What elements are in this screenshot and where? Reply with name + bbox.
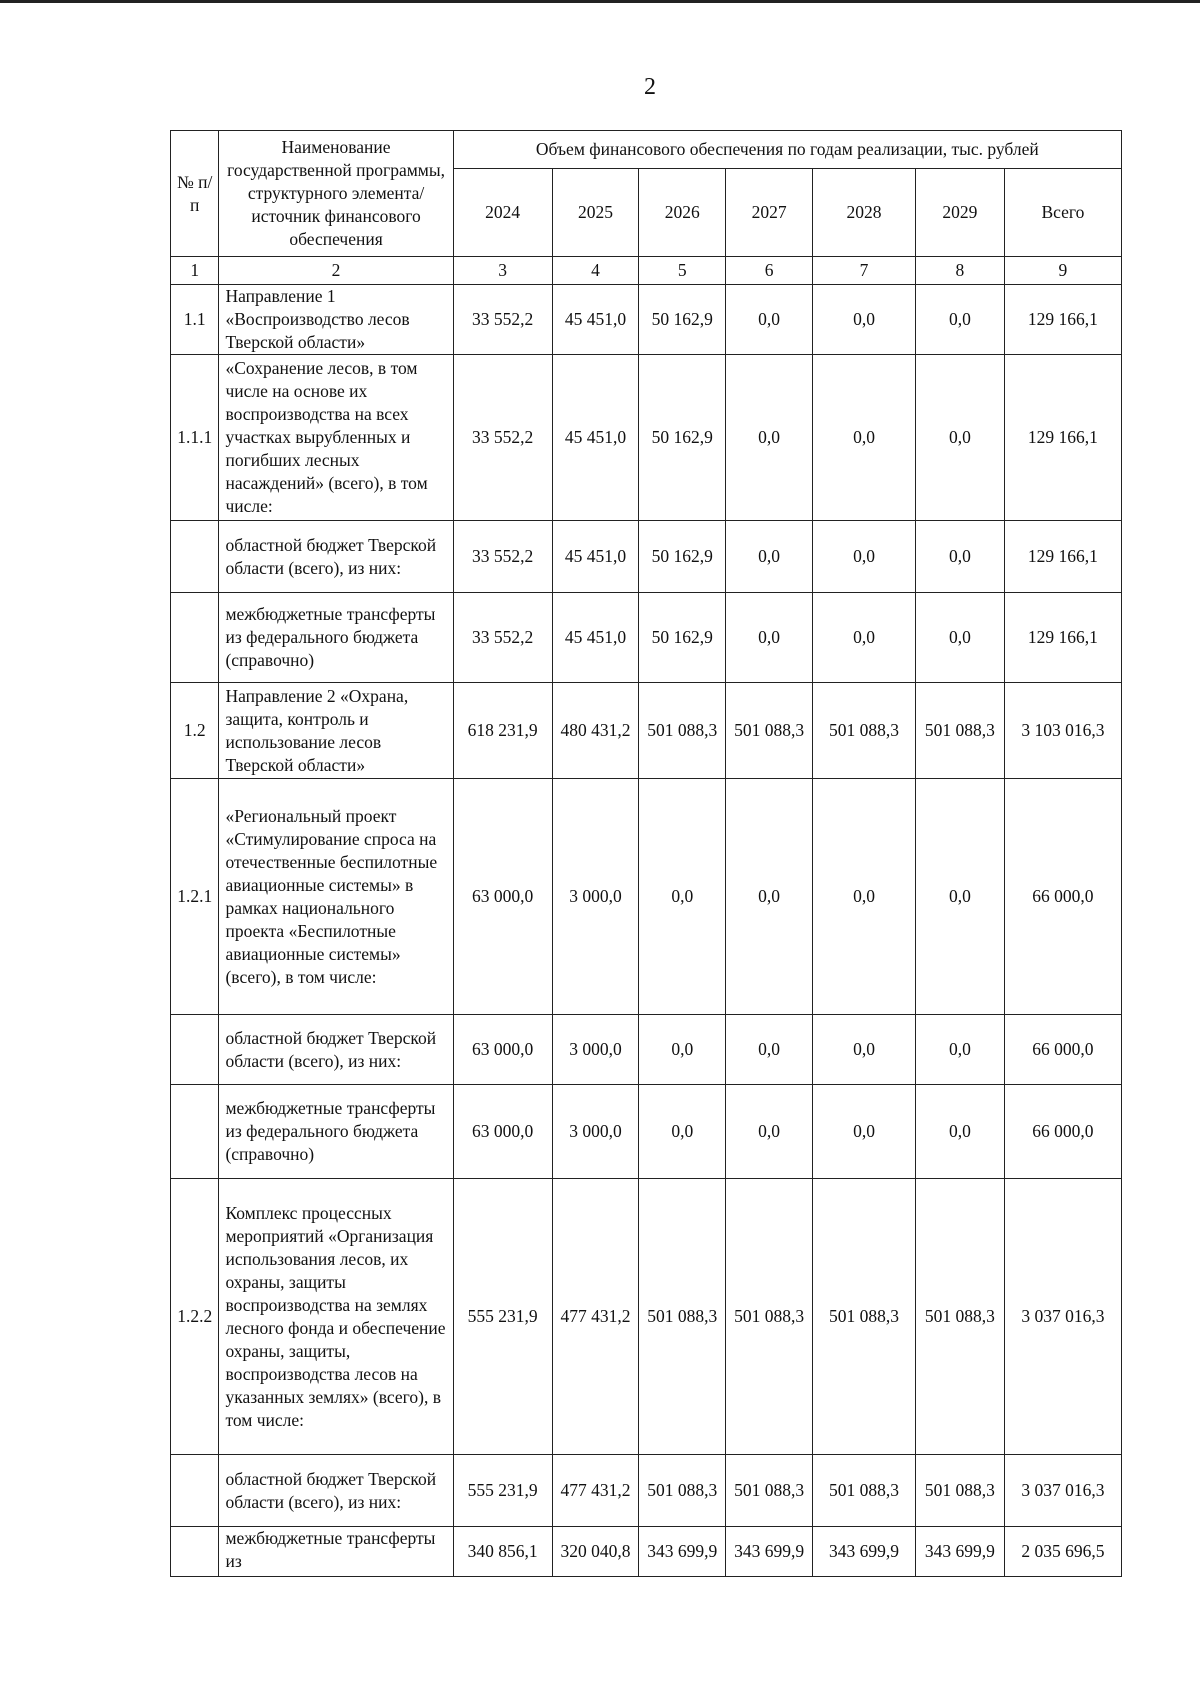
row-value: 501 088,3 <box>726 1455 813 1527</box>
row-value: 0,0 <box>726 1015 813 1085</box>
financing-table <box>170 130 1122 1577</box>
row-value: 501 088,3 <box>915 683 1004 779</box>
table-row <box>171 779 1122 1015</box>
row-value: 0,0 <box>726 521 813 593</box>
row-value: 0,0 <box>813 285 916 355</box>
row-value: 3 000,0 <box>552 1085 639 1179</box>
row-value: 340 856,1 <box>453 1527 552 1577</box>
table-row <box>171 521 1122 593</box>
row-value: 343 699,9 <box>639 1527 726 1577</box>
page-top-border <box>0 0 1200 3</box>
row-value: 45 451,0 <box>552 521 639 593</box>
row-value: 45 451,0 <box>552 593 639 683</box>
row-value: 0,0 <box>915 1015 1004 1085</box>
row-value: 501 088,3 <box>726 683 813 779</box>
row-name: Комплекс процессных мероприятий «Организация использования лесов, их охраны, защиты воспроизводства на землях лесного фонда и обеспечение охраны, защиты, воспроизводства лесов на указанных землях» (всего), в том числе: <box>219 1179 453 1455</box>
table-row <box>171 1015 1122 1085</box>
row-value: 0,0 <box>915 593 1004 683</box>
column-index: 5 <box>639 257 726 285</box>
row-name: областной бюджет Тверской области (всего), из них: <box>219 521 453 593</box>
row-value: 0,0 <box>915 285 1004 355</box>
header-year: 2025 <box>552 169 639 257</box>
row-value: 3 000,0 <box>552 779 639 1015</box>
row-value: 66 000,0 <box>1004 1015 1121 1085</box>
row-value: 33 552,2 <box>453 285 552 355</box>
row-value: 0,0 <box>726 1085 813 1179</box>
row-value: 3 103 016,3 <box>1004 683 1121 779</box>
row-value: 66 000,0 <box>1004 779 1121 1015</box>
table-row <box>171 593 1122 683</box>
row-value: 0,0 <box>915 779 1004 1015</box>
table-row <box>171 1179 1122 1455</box>
header-index-row <box>171 257 1122 285</box>
row-value: 0,0 <box>813 593 916 683</box>
header-name: Наименование государственной программы, структурного элемента/источник финансового обеспечения <box>219 131 453 257</box>
row-value: 63 000,0 <box>453 1085 552 1179</box>
column-index: 7 <box>813 257 916 285</box>
row-value: 45 451,0 <box>552 355 639 521</box>
table-row <box>171 1085 1122 1179</box>
row-value: 501 088,3 <box>813 1179 916 1455</box>
row-num: 1.1 <box>171 285 219 355</box>
row-value: 555 231,9 <box>453 1179 552 1455</box>
row-value: 0,0 <box>915 1085 1004 1179</box>
row-name: «Региональный проект «Стимулирование спроса на отечественные беспилотные авиационные системы» в рамках национального проекта «Беспилотные авиационные системы» (всего), в том числе: <box>219 779 453 1015</box>
row-value: 0,0 <box>813 355 916 521</box>
header-year: 2028 <box>813 169 916 257</box>
row-value: 0,0 <box>639 779 726 1015</box>
row-value: 63 000,0 <box>453 1015 552 1085</box>
table-row <box>171 683 1122 779</box>
column-index: 3 <box>453 257 552 285</box>
table-row <box>171 285 1122 355</box>
table-body <box>171 285 1122 1577</box>
row-value: 50 162,9 <box>639 285 726 355</box>
row-value: 2 035 696,5 <box>1004 1527 1121 1577</box>
row-value: 50 162,9 <box>639 521 726 593</box>
header-volume: Объем финансового обеспечения по годам реализации, тыс. рублей <box>453 131 1121 169</box>
row-value: 501 088,3 <box>915 1455 1004 1527</box>
row-value: 0,0 <box>726 593 813 683</box>
row-value: 343 699,9 <box>915 1527 1004 1577</box>
row-name: Направление 1 «Воспроизводство лесов Тверской области» <box>219 285 453 355</box>
row-num: 1.2 <box>171 683 219 779</box>
table-row <box>171 1455 1122 1527</box>
header-year: Всего <box>1004 169 1121 257</box>
row-num <box>171 521 219 593</box>
row-value: 320 040,8 <box>552 1527 639 1577</box>
row-value: 0,0 <box>915 355 1004 521</box>
row-value: 33 552,2 <box>453 521 552 593</box>
row-value: 129 166,1 <box>1004 521 1121 593</box>
header-year: 2026 <box>639 169 726 257</box>
row-name: Направление 2 «Охрана, защита, контроль и использование лесов Тверской области» <box>219 683 453 779</box>
row-num: 1.2.1 <box>171 779 219 1015</box>
row-value: 501 088,3 <box>639 683 726 779</box>
row-value: 66 000,0 <box>1004 1085 1121 1179</box>
column-index: 2 <box>219 257 453 285</box>
row-num <box>171 1455 219 1527</box>
row-value: 555 231,9 <box>453 1455 552 1527</box>
row-value: 0,0 <box>813 521 916 593</box>
row-name: областной бюджет Тверской области (всего), из них: <box>219 1455 453 1527</box>
header-num: № п/п <box>171 131 219 257</box>
row-value: 0,0 <box>726 779 813 1015</box>
row-name: межбюджетные трансферты из федерального бюджета (справочно) <box>219 593 453 683</box>
page-number: 2 <box>644 74 656 100</box>
row-value: 501 088,3 <box>639 1455 726 1527</box>
row-num: 1.1.1 <box>171 355 219 521</box>
row-value: 501 088,3 <box>813 1455 916 1527</box>
row-value: 0,0 <box>639 1085 726 1179</box>
row-name: межбюджетные трансферты из федерального бюджета (справочно) <box>219 1085 453 1179</box>
row-value: 50 162,9 <box>639 593 726 683</box>
row-value: 501 088,3 <box>915 1179 1004 1455</box>
row-num <box>171 1015 219 1085</box>
row-value: 0,0 <box>726 285 813 355</box>
row-value: 33 552,2 <box>453 355 552 521</box>
column-index: 8 <box>915 257 1004 285</box>
row-value: 129 166,1 <box>1004 355 1121 521</box>
row-value: 50 162,9 <box>639 355 726 521</box>
row-value: 0,0 <box>813 779 916 1015</box>
column-index: 4 <box>552 257 639 285</box>
row-value: 129 166,1 <box>1004 285 1121 355</box>
row-name: «Сохранение лесов, в том числе на основе их воспроизводства на всех участках вырубленных и погибших лесных насаждений» (всего), в том числе: <box>219 355 453 521</box>
row-value: 618 231,9 <box>453 683 552 779</box>
row-value: 0,0 <box>726 355 813 521</box>
header-year: 2029 <box>915 169 1004 257</box>
row-value: 0,0 <box>813 1015 916 1085</box>
row-value: 0,0 <box>639 1015 726 1085</box>
row-num <box>171 1527 219 1577</box>
row-value: 3 000,0 <box>552 1015 639 1085</box>
row-value: 0,0 <box>813 1085 916 1179</box>
row-value: 3 037 016,3 <box>1004 1179 1121 1455</box>
row-value: 129 166,1 <box>1004 593 1121 683</box>
row-num <box>171 593 219 683</box>
row-value: 477 431,2 <box>552 1179 639 1455</box>
column-index: 1 <box>171 257 219 285</box>
row-value: 501 088,3 <box>813 683 916 779</box>
row-value: 501 088,3 <box>639 1179 726 1455</box>
header-year: 2027 <box>726 169 813 257</box>
row-name: областной бюджет Тверской области (всего), из них: <box>219 1015 453 1085</box>
row-value: 480 431,2 <box>552 683 639 779</box>
row-value: 63 000,0 <box>453 779 552 1015</box>
header-year: 2024 <box>453 169 552 257</box>
row-value: 501 088,3 <box>726 1179 813 1455</box>
column-index: 9 <box>1004 257 1121 285</box>
row-num <box>171 1085 219 1179</box>
column-index: 6 <box>726 257 813 285</box>
row-value: 45 451,0 <box>552 285 639 355</box>
table-row <box>171 355 1122 521</box>
row-value: 477 431,2 <box>552 1455 639 1527</box>
row-value: 3 037 016,3 <box>1004 1455 1121 1527</box>
table-row <box>171 1527 1122 1577</box>
row-value: 343 699,9 <box>726 1527 813 1577</box>
row-num: 1.2.2 <box>171 1179 219 1455</box>
row-value: 0,0 <box>915 521 1004 593</box>
row-value: 33 552,2 <box>453 593 552 683</box>
row-name: межбюджетные трансферты из <box>219 1527 453 1577</box>
row-value: 343 699,9 <box>813 1527 916 1577</box>
